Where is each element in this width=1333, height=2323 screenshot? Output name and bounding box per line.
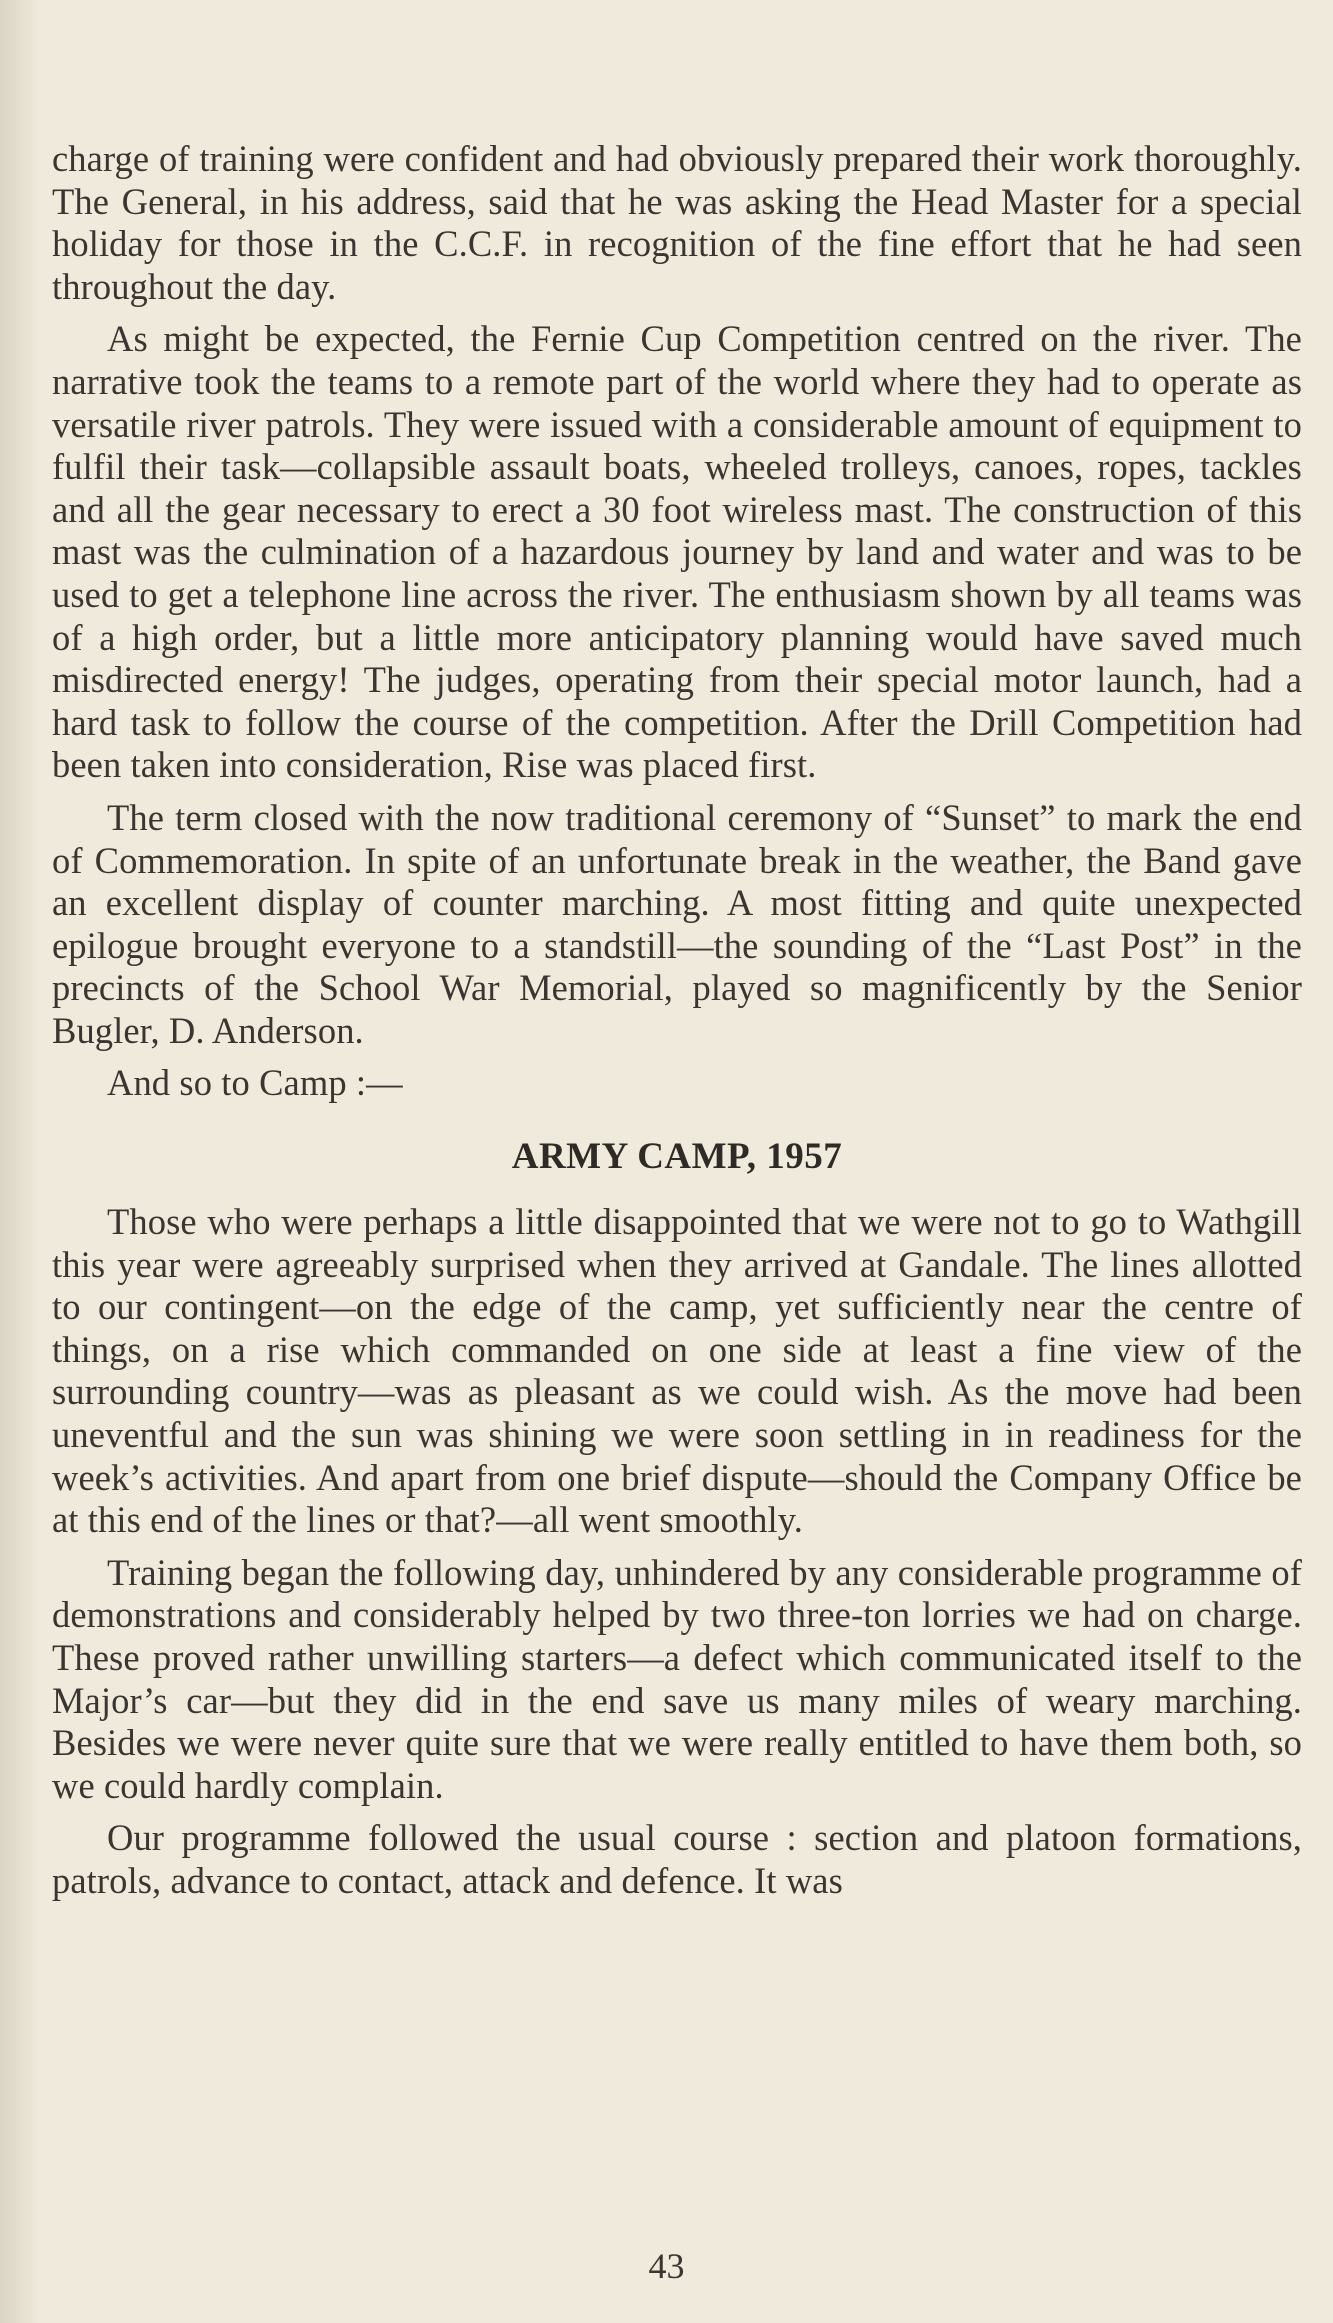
page-number: 43 (648, 2246, 685, 2286)
paragraph-gandale: Those who were perhaps a little disappointed that we were not to go to Wathgill this year were agreeably surprised when they arrived at Gandale. The lines allotted to our contingent—on the edge of the camp, yet sufficiently near the centre of things, on a rise which commanded on one side at least a fine view of the surrounding country—was as pleasant as we could wish. As the move had been uneventful and the sun was shining we were soon settling in in readiness for the week’s activities. And apart from one brief dispute—should the Company Office be at this end of the lines or that?—all went smoothly. (52, 1201, 1302, 1541)
paragraph-programme: Our programme followed the usual course : section and platoon formations, patrols, advance to contact, attack and defence. It was (52, 1817, 1302, 1901)
paragraph-sunset-ceremony: The term closed with the now traditional ceremony of “Sunset” to mark the end of Commemoration. In spite of an unfortunate break in the weather, the Band gave an excellent display of counter marching. A most fitting and quite unexpected epilogue brought everyone to a standstill—the sounding of the “Last Post” in the precincts of the School War Memorial, played so magnificently by the Senior Bugler, D. Anderson. (52, 796, 1302, 1051)
paragraph-and-so-to-camp: And so to Camp :— (107, 1062, 403, 1104)
paragraph-training: Training began the following day, unhindered by any considerable programme of demonstrations and considerably helped by two three-ton lorries we had on charge. These proved rather unwilling starters—a defect which communicated itself to the Major’s car—but they did in the end save us many miles of weary marching. Besides we were never quite sure that we were really entitled to have them both, so we could hardly complain. (52, 1551, 1302, 1806)
body-text (52, 138, 1302, 1913)
paragraph-fernie-cup: As might be expected, the Fernie Cup Competition centred on the river. The narrative took the teams to a remote part of the world where they had to operate as versatile river patrols. They were issued with a considerable amount of equipment to fulfil their task—collapsible assault boats, wheeled trolleys, canoes, ropes, tackles and all the gear necessary to erect a 30 foot wireless mast. The construction of this mast was the culmination of a hazardous journey by land and water and was to be used to get a telephone line across the river. The enthusiasm shown by all teams was of a high order, but a little more anticipatory planning would have saved much misdirected energy! The judges, operating from their special motor launch, had a hard task to follow the course of the competition. After the Drill Competition had been taken into consideration, Rise was placed first. (52, 318, 1302, 786)
paragraph-continuation: charge of training were confident and had obviously prepared their work thoroughly. The General, in his address, said that he was asking the Head Master for a special holiday for those in the C.C.F. in recognition of the fine effort that he had seen throughout the day. (52, 138, 1302, 307)
section-heading: ARMY CAMP, 1957 (511, 1136, 843, 1178)
